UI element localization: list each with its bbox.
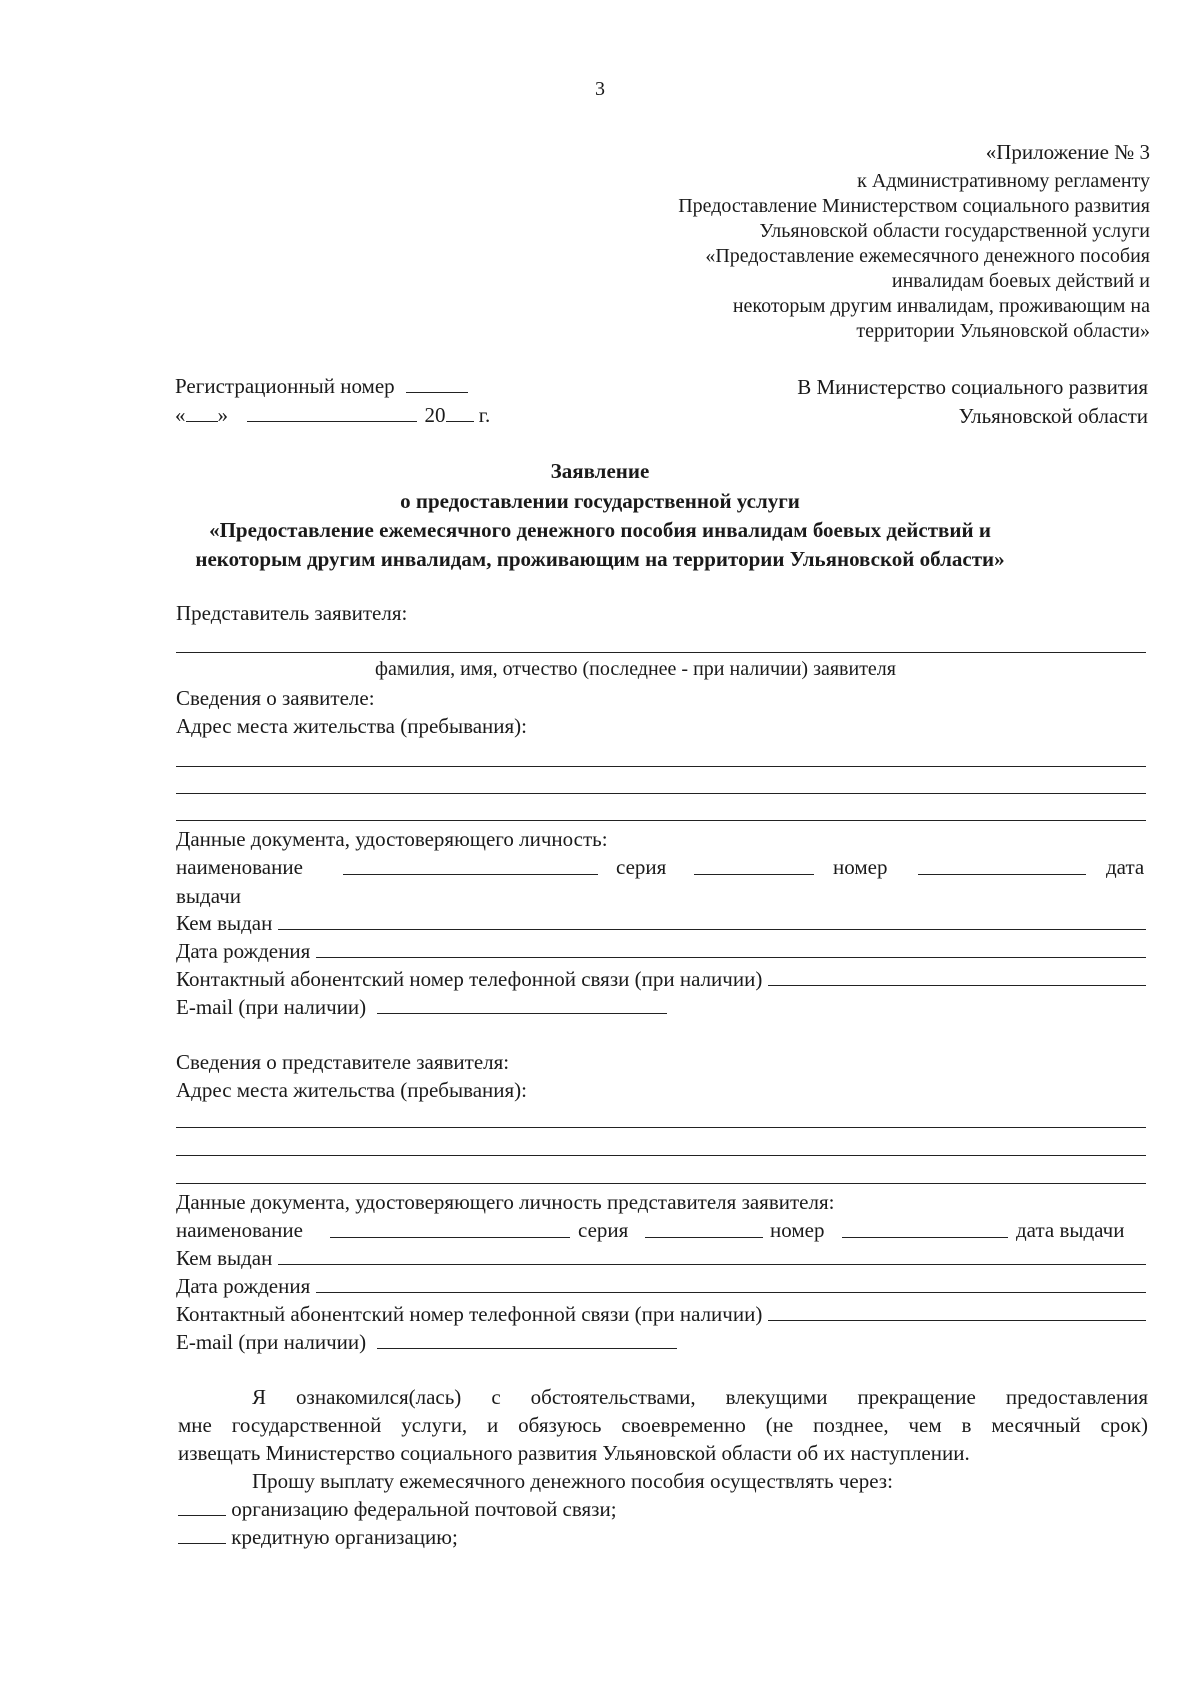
applicant-address-line[interactable]: [176, 793, 1146, 794]
service-name-line: «Предоставление ежемесячного денежного пособия инвалидам боевых действий и: [209, 518, 991, 542]
registration-number-row: [175, 374, 468, 399]
payment-option-label: организацию федеральной почтовой связи;: [231, 1497, 617, 1521]
representative-birth-date-row: [176, 1274, 1146, 1299]
representative-issue-date-label: дата выдачи: [1016, 1218, 1125, 1242]
acknowledgement-line: Я ознакомился(лась) с обстоятельствами, влекущими прекращение предоставления: [252, 1385, 1148, 1409]
representative-birth-date-label: Дата рождения: [176, 1274, 311, 1298]
date-day-blank[interactable]: [186, 403, 218, 422]
applicant-section-title: Сведения о заявителе:: [176, 686, 375, 710]
applicant-email-label: E-mail (при наличии): [176, 995, 367, 1019]
appendix-title: «Приложение № 3: [985, 140, 1150, 164]
representative-email-row: [176, 1330, 677, 1355]
representative-doc-title: Данные документа, удостоверяющего личность представителя заявителя:: [176, 1190, 835, 1214]
appendix-line: Ульяновской области государственной услуги: [759, 220, 1150, 242]
representative-label: Представитель заявителя:: [176, 601, 408, 625]
representative-doc-series-label: серия: [578, 1218, 629, 1242]
representative-address-line[interactable]: [176, 1183, 1146, 1184]
representative-doc-name-label: наименование: [176, 1218, 303, 1242]
representative-doc-number-blank[interactable]: [842, 1219, 1008, 1238]
applicant-birth-date-label: Дата рождения: [176, 939, 311, 963]
applicant-address-line[interactable]: [176, 820, 1146, 821]
applicant-doc-title: Данные документа, удостоверяющего личность:: [176, 827, 608, 851]
applicant-email-blank[interactable]: [377, 995, 667, 1014]
applicant-phone-label: Контактный абонентский номер телефонной связи (при наличии): [176, 967, 763, 991]
applicant-issued-by-label: Кем выдан: [176, 911, 273, 935]
appendix-line: некоторым другим инвалидам, проживающим на: [732, 295, 1150, 317]
date-year-blank[interactable]: [446, 403, 474, 422]
payment-option-label: кредитную организацию;: [231, 1525, 458, 1549]
applicant-doc-series-label: серия: [616, 855, 667, 879]
date-quote-open: «: [175, 403, 186, 427]
applicant-doc-name-blank[interactable]: [343, 856, 598, 875]
representative-phone-row: [176, 1302, 1146, 1327]
applicant-birth-date-row: [176, 939, 1146, 964]
applicant-email-row: [176, 995, 667, 1020]
representative-birth-date-blank[interactable]: [316, 1274, 1146, 1293]
payment-option-bank: [178, 1525, 458, 1550]
applicant-address-label: Адрес места жительства (пребывания):: [176, 714, 528, 738]
applicant-doc-number-blank[interactable]: [918, 856, 1086, 875]
applicant-phone-blank[interactable]: [768, 967, 1146, 986]
recipient-line: В Министерство социального развития: [797, 375, 1148, 399]
document-title: Заявление: [550, 459, 650, 483]
applicant-issued-by-row: [176, 911, 1146, 936]
applicant-birth-date-blank[interactable]: [316, 939, 1146, 958]
representative-section-title: Сведения о представителе заявителя:: [176, 1050, 510, 1074]
acknowledgement-line: извещать Министерство социального развития Ульяновской области об их наступлении.: [178, 1441, 970, 1465]
representative-doc-name-blank[interactable]: [330, 1219, 570, 1238]
applicant-issue-date-label: дата: [1106, 855, 1145, 879]
appendix-line: территории Ульяновской области»: [856, 320, 1150, 342]
applicant-phone-row: [176, 967, 1146, 992]
representative-phone-blank[interactable]: [768, 1302, 1146, 1321]
fio-caption: фамилия, имя, отчество (последнее - при наличии) заявителя: [375, 658, 896, 680]
date-quote-close: »: [217, 403, 228, 427]
payment-option-checkbox[interactable]: [178, 1525, 226, 1544]
registration-number-blank[interactable]: [406, 374, 468, 393]
date-month-blank[interactable]: [247, 403, 417, 422]
representative-email-label: E-mail (при наличии): [176, 1330, 367, 1354]
payment-option-checkbox[interactable]: [178, 1497, 226, 1516]
document-subtitle: о предоставлении государственной услуги: [400, 489, 800, 513]
applicant-doc-series-blank[interactable]: [694, 856, 814, 875]
representative-address-line[interactable]: [176, 1127, 1146, 1128]
representative-phone-label: Контактный абонентский номер телефонной связи (при наличии): [176, 1302, 763, 1326]
acknowledgement-line: мне государственной услуги, и обязуюсь своевременно (не позднее, чем в месячный срок): [178, 1413, 1148, 1437]
appendix-line: «Предоставление ежемесячного денежного пособия: [705, 245, 1150, 267]
date-year-suffix: г.: [478, 403, 491, 427]
applicant-issued-by-blank[interactable]: [278, 911, 1146, 930]
recipient-line: Ульяновской области: [958, 404, 1148, 428]
representative-email-blank[interactable]: [377, 1330, 677, 1349]
representative-address-label: Адрес места жительства (пребывания):: [176, 1078, 528, 1102]
fio-line[interactable]: [176, 652, 1146, 653]
page-number: 3: [595, 78, 605, 100]
registration-date-row: [175, 403, 490, 428]
representative-address-line[interactable]: [176, 1155, 1146, 1156]
date-year-prefix: 20: [424, 403, 446, 427]
payment-option-postal: [178, 1497, 617, 1522]
applicant-address-line[interactable]: [176, 766, 1146, 767]
representative-doc-number-label: номер: [770, 1218, 825, 1242]
registration-number-label: Регистрационный номер: [175, 374, 395, 398]
representative-issued-by-label: Кем выдан: [176, 1246, 273, 1270]
appendix-line: к Административному регламенту: [857, 170, 1150, 192]
applicant-doc-number-label: номер: [833, 855, 888, 879]
appendix-line: Предоставление Министерством социального развития: [678, 195, 1150, 217]
representative-issued-by-row: [176, 1246, 1146, 1271]
applicant-issue-date-label-cont: выдачи: [176, 884, 241, 908]
payment-intro: Прошу выплату ежемесячного денежного пособия осуществлять через:: [252, 1469, 893, 1493]
appendix-line: инвалидам боевых действий и: [891, 270, 1150, 292]
representative-issued-by-blank[interactable]: [278, 1246, 1146, 1265]
applicant-doc-name-label: наименование: [176, 855, 303, 879]
representative-doc-series-blank[interactable]: [645, 1219, 763, 1238]
service-name-line: некоторым другим инвалидам, проживающим на территории Ульяновской области»: [195, 547, 1005, 571]
